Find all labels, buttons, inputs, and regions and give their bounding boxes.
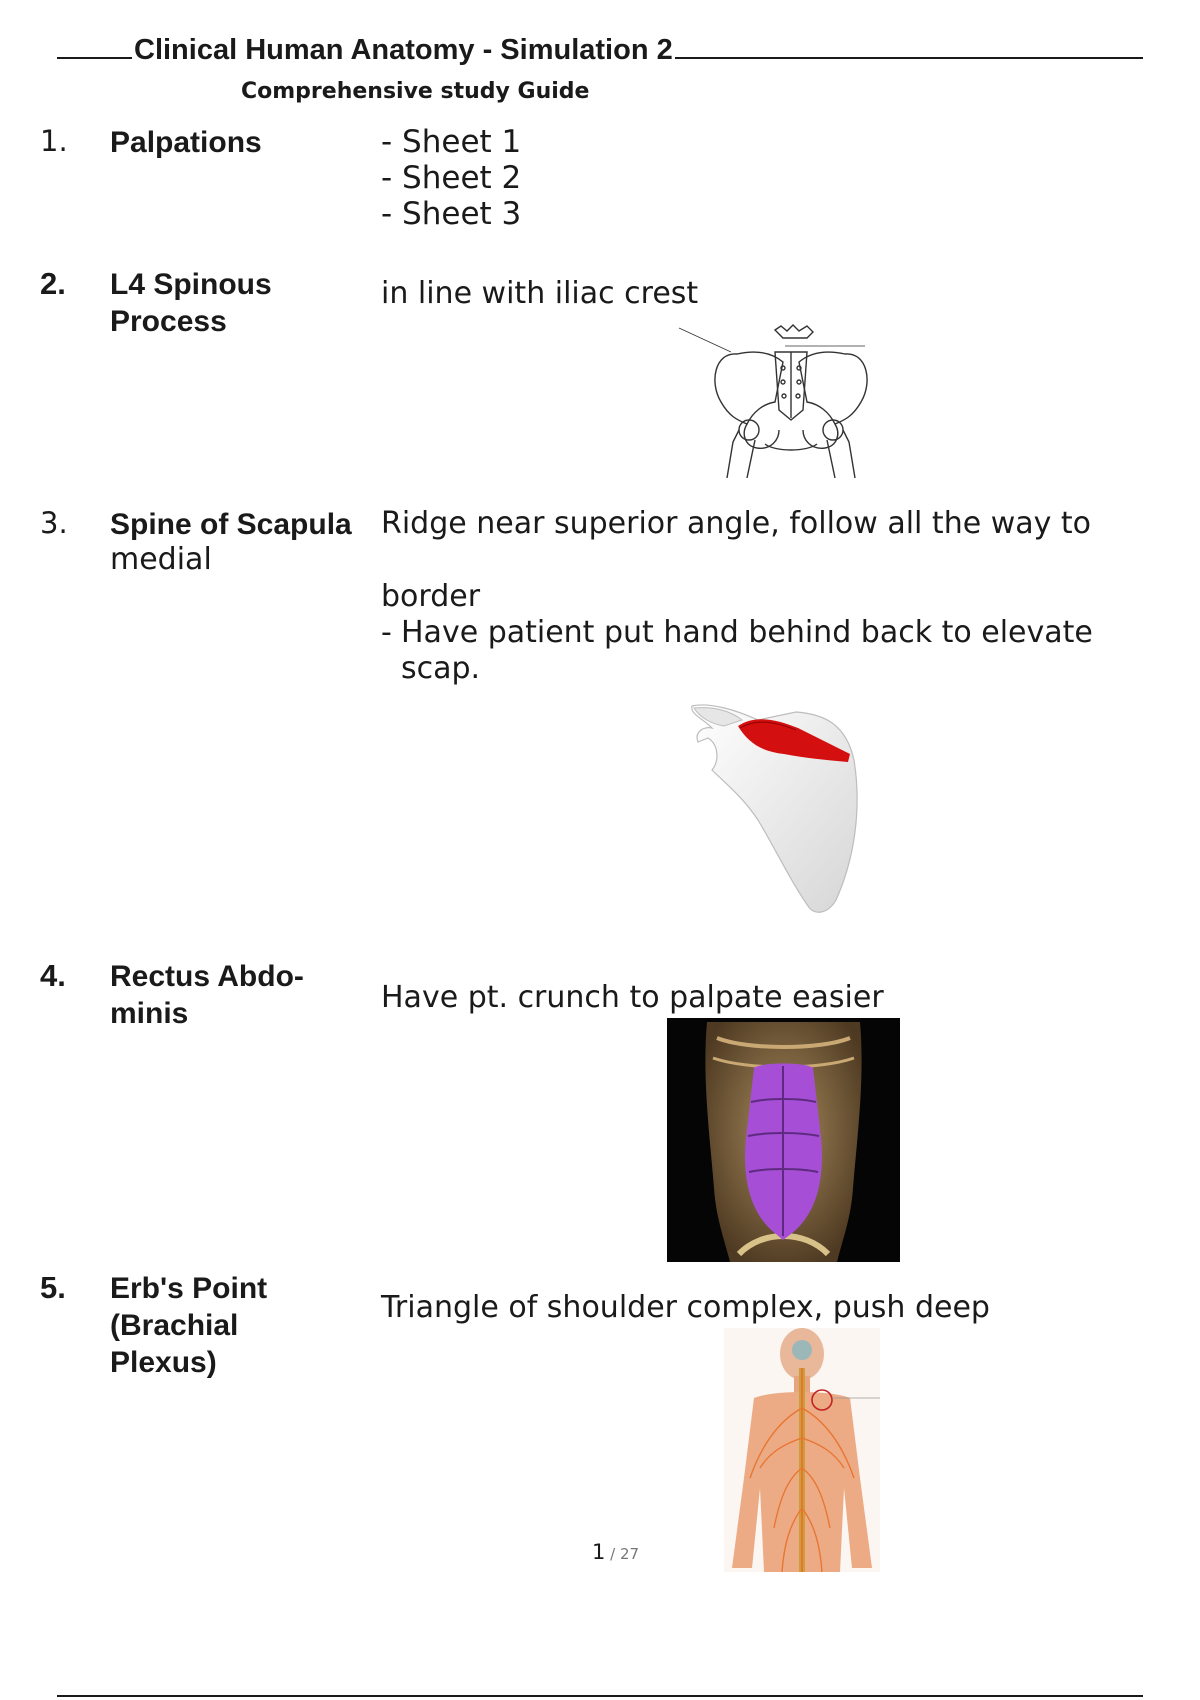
list-item: - Sheet 1 [381,124,522,160]
page-number [592,1540,639,1564]
item-term-line: L4 Spinous [110,268,272,301]
item-term-line: Process [110,305,227,338]
scapula-illustration [686,700,866,916]
item-term-line: Plexus) [110,1346,217,1379]
item-term [110,266,272,340]
item-description-continued: border [381,579,481,614]
bullet-dash: - [381,615,392,650]
page-title: Clinical Human Anatomy - Simulation 2 [134,34,673,66]
brachial-plexus-illustration [724,1328,880,1572]
item-description: in line with iliac crest [381,276,699,311]
bottom-rule [57,1695,1143,1697]
page-total: / 27 [605,1545,640,1563]
item-number: 3. [40,506,68,540]
item-term: Palpations [110,126,262,159]
item-term-line: Rectus Abdo- [110,960,304,993]
item-term-line: Erb's Point [110,1272,268,1305]
item-term-line: (Brachial [110,1309,239,1342]
item-description: Have pt. crunch to palpate easier [381,980,884,1015]
list-item: - Sheet 3 [381,196,522,232]
item-number: 4. [40,958,66,993]
item-term-line: minis [110,997,189,1030]
item-term [110,1270,267,1381]
item-bullet [381,615,1141,687]
item-description: Ridge near superior angle, follow all the way to [381,506,1092,541]
bullet-text: Have patient put hand behind back to elevate [401,615,1093,650]
sheet-list [381,124,521,232]
item-term: Spine of Scapula [110,508,352,541]
item-number: 5. [40,1270,66,1305]
item-term [110,958,304,1032]
pelvis-illustration [675,322,905,478]
list-item: - Sheet 2 [381,160,522,196]
item-number: 2. [40,266,66,301]
item-description: Triangle of shoulder complex, push deep [381,1290,990,1325]
page-subtitle: Comprehensive study Guide [241,79,590,104]
page-current: 1 [592,1540,606,1564]
item-description-continued: medial [110,542,212,577]
rectus-abdominis-illustration [667,1018,900,1262]
item-number: 1. [40,124,68,158]
bullet-text-continued: scap. [401,651,481,686]
